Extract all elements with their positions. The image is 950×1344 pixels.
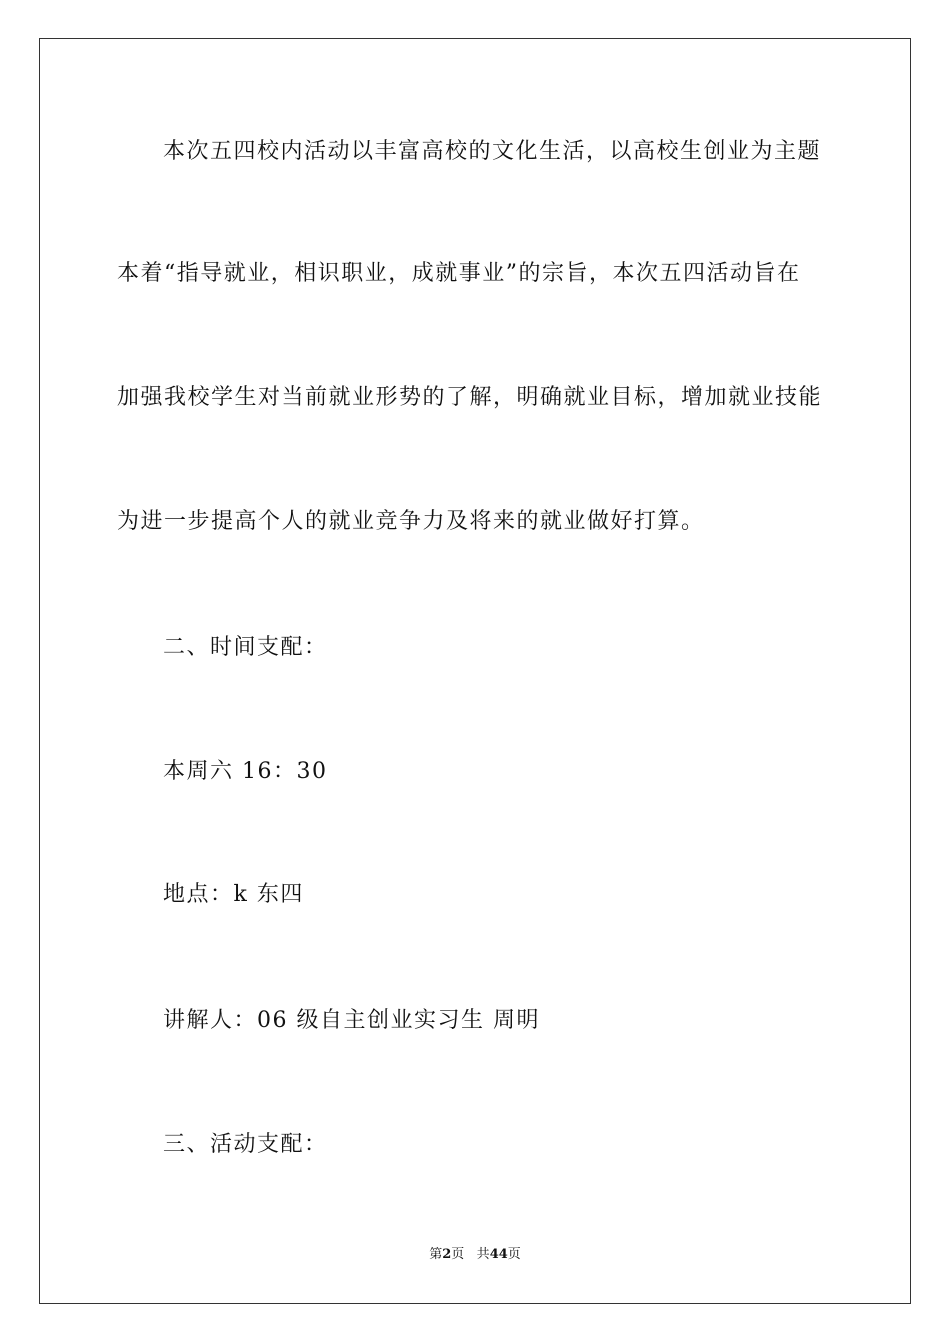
footer-page-number: 2 <box>442 1247 452 1262</box>
paragraph-line-1: 本次五四校内活动以丰富高校的文化生活，以高校生创业为主题 <box>163 139 822 164</box>
paragraph-line-3: 加强我校学生对当前就业形势的了解，明确就业目标，增加就业技能 <box>117 385 823 410</box>
page-footer <box>0 1246 950 1264</box>
page-frame <box>39 38 911 1304</box>
speaker-line: 讲解人：06 级自主创业实习生 周明 <box>163 1008 540 1033</box>
footer-total-suffix: 页 <box>507 1247 521 1262</box>
time-value: 本周六 16：30 <box>163 759 328 784</box>
footer-total-pages: 44 <box>489 1247 508 1262</box>
location-line: 地点：k 东四 <box>163 882 304 907</box>
section-time-heading: 二、时间支配： <box>163 635 328 660</box>
paragraph-line-4: 为进一步提高个人的就业竞争力及将来的就业做好打算。 <box>117 509 705 534</box>
paragraph-line-2: 本着“指导就业，相识职业，成就事业”的宗旨，本次五四活动旨在 <box>117 261 801 286</box>
footer-page-suffix: 页 <box>451 1247 465 1262</box>
footer-page-prefix: 第 <box>429 1247 443 1262</box>
footer-total-prefix: 共 <box>476 1247 490 1262</box>
section-activity-heading: 三、活动支配： <box>163 1132 328 1157</box>
